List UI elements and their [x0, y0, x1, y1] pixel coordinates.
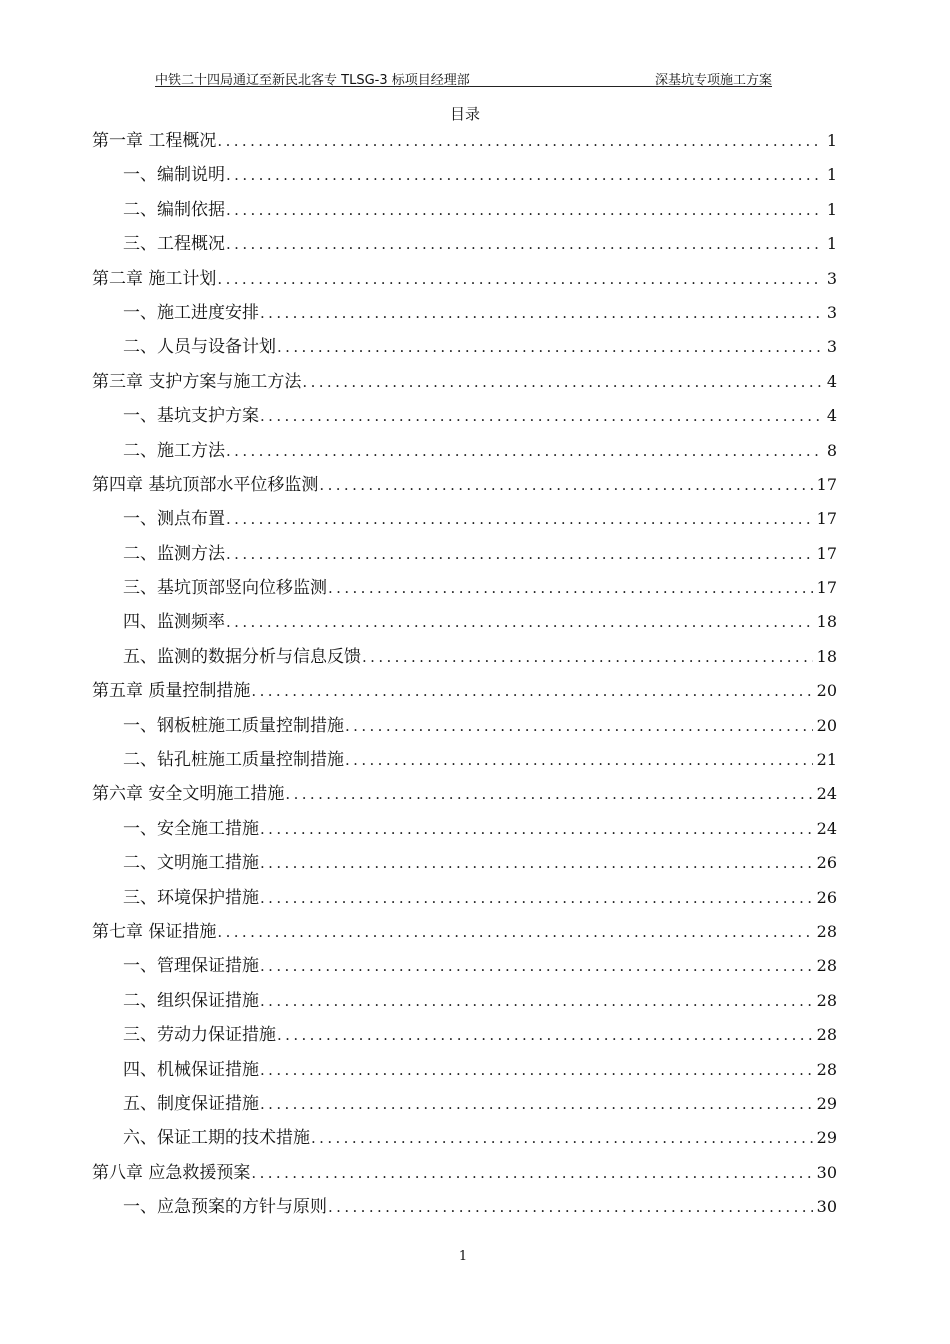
- toc-entry-page: 29: [816, 1093, 837, 1113]
- toc-leader-dots: [251, 1156, 812, 1190]
- toc-entry-page: 28: [816, 1059, 837, 1079]
- toc-entry-label: 第六章 安全文明施工措施: [92, 784, 285, 805]
- toc-section-entry[interactable]: [92, 812, 837, 846]
- toc-entry-label: 四、机械保证措施: [123, 1059, 259, 1080]
- toc-section-entry[interactable]: [92, 330, 837, 364]
- toc-entry-label: 二、组织保证措施: [123, 990, 259, 1011]
- toc-section-entry[interactable]: [92, 640, 837, 674]
- toc-section-entry[interactable]: [92, 158, 837, 192]
- toc-section-entry[interactable]: [92, 1190, 837, 1224]
- toc-leader-dots: [226, 502, 813, 536]
- toc-entry-label: 一、钢板桩施工质量控制措施: [123, 715, 344, 736]
- toc-entry-label: 三、环境保护措施: [123, 887, 259, 908]
- toc-entry-label: 五、制度保证措施: [123, 1093, 259, 1114]
- toc-entry-label: 二、钻孔桩施工质量控制措施: [123, 750, 344, 771]
- toc-leader-dots: [226, 158, 823, 192]
- toc-section-entry[interactable]: [92, 537, 837, 571]
- toc-entry-page: 1: [826, 199, 837, 219]
- toc-entry-label: 六、保证工期的技术措施: [123, 1128, 310, 1149]
- toc-leader-dots: [260, 812, 813, 846]
- toc-entry-page: 30: [816, 1162, 837, 1182]
- toc-leader-dots: [251, 674, 812, 708]
- toc-entry-label: 一、基坑支护方案: [123, 406, 259, 427]
- toc-entry-page: 8: [826, 440, 837, 460]
- toc-entry-page: 28: [816, 990, 837, 1010]
- toc-entry-label: 二、人员与设备计划: [123, 337, 276, 358]
- toc-chapter-entry[interactable]: [92, 1156, 837, 1190]
- toc-entry-label: 第四章 基坑顶部水平位移监测: [92, 474, 319, 495]
- toc-entry-label: 二、监测方法: [123, 543, 225, 564]
- toc-entry-label: 一、测点布置: [123, 509, 225, 530]
- toc-leader-dots: [260, 881, 813, 915]
- toc-leader-dots: [217, 262, 822, 296]
- toc-section-entry[interactable]: [92, 193, 837, 227]
- toc-entry-page: 4: [826, 371, 837, 391]
- toc-leader-dots: [345, 743, 813, 777]
- toc-entry-page: 3: [826, 337, 837, 357]
- toc-leader-dots: [226, 227, 823, 261]
- toc-section-entry[interactable]: [92, 743, 837, 777]
- toc-chapter-entry[interactable]: [92, 468, 837, 502]
- toc-leader-dots: [277, 330, 823, 364]
- toc-section-entry[interactable]: [92, 502, 837, 536]
- toc-leader-dots: [226, 193, 823, 227]
- toc-entry-page: 17: [816, 509, 837, 529]
- toc-entry-label: 一、编制说明: [123, 165, 225, 186]
- header-left-text: 中铁二十四局通辽至新民北客专 TLSG-3 标项目经理部: [155, 73, 470, 88]
- toc-chapter-entry[interactable]: [92, 262, 837, 296]
- toc-section-entry[interactable]: [92, 227, 837, 261]
- toc-leader-dots: [260, 1053, 813, 1087]
- toc-leader-dots: [362, 640, 813, 674]
- toc-leader-dots: [226, 434, 823, 468]
- toc-chapter-entry[interactable]: [92, 777, 837, 811]
- toc-chapter-entry[interactable]: [92, 124, 837, 158]
- toc-entry-label: 第五章 质量控制措施: [92, 681, 251, 702]
- toc-entry-page: 26: [816, 853, 837, 873]
- toc-entry-page: 17: [816, 543, 837, 563]
- toc-section-entry[interactable]: [92, 571, 837, 605]
- toc-section-entry[interactable]: [92, 949, 837, 983]
- toc-section-entry[interactable]: [92, 399, 837, 433]
- toc-leader-dots: [217, 124, 822, 158]
- toc-entry-page: 24: [816, 784, 837, 804]
- toc-entry-label: 三、工程概况: [123, 234, 225, 255]
- toc-entry-page: 20: [816, 715, 837, 735]
- toc-entry-label: 第七章 保证措施: [92, 921, 217, 942]
- toc-leader-dots: [260, 846, 813, 880]
- toc-leader-dots: [328, 1190, 813, 1224]
- toc-entry-page: 18: [816, 612, 837, 632]
- toc-section-entry[interactable]: [92, 709, 837, 743]
- toc-leader-dots: [260, 296, 823, 330]
- toc-leader-dots: [345, 709, 813, 743]
- toc-entry-label: 一、应急预案的方针与原则: [123, 1197, 327, 1218]
- toc-leader-dots: [226, 605, 813, 639]
- toc-entry-label: 第八章 应急救援预案: [92, 1162, 251, 1183]
- toc-entry-page: 29: [816, 1128, 837, 1148]
- toc-section-entry[interactable]: [92, 434, 837, 468]
- toc-entry-label: 第二章 施工计划: [92, 268, 217, 289]
- toc-section-entry[interactable]: [92, 605, 837, 639]
- toc-leader-dots: [260, 949, 813, 983]
- toc-section-entry[interactable]: [92, 1053, 837, 1087]
- toc-entry-page: 17: [816, 578, 837, 598]
- toc-entry-label: 四、监测频率: [123, 612, 225, 633]
- toc-entry-label: 五、监测的数据分析与信息反馈: [123, 646, 361, 667]
- toc-entry-page: 28: [816, 1025, 837, 1045]
- toc-entry-label: 第一章 工程概况: [92, 131, 217, 151]
- toc-leader-dots: [277, 1018, 813, 1052]
- toc-section-entry[interactable]: [92, 1087, 837, 1121]
- toc-entry-page: 1: [826, 165, 837, 185]
- toc-entry-page: 20: [816, 681, 837, 701]
- toc-entry-page: 4: [826, 406, 837, 426]
- toc-chapter-entry[interactable]: [92, 674, 837, 708]
- toc-entry-label: 一、管理保证措施: [123, 956, 259, 977]
- toc-section-entry[interactable]: [92, 296, 837, 330]
- toc-entry-label: 三、基坑顶部竖向位移监测: [123, 578, 327, 599]
- toc-entry-page: 3: [826, 302, 837, 322]
- toc-entry-page: 30: [816, 1197, 837, 1217]
- toc-entry-page: 28: [816, 956, 837, 976]
- toc-entry-page: 18: [816, 646, 837, 666]
- toc-entry-label: 一、安全施工措施: [123, 818, 259, 839]
- toc-leader-dots: [328, 571, 813, 605]
- toc-entry-label: 一、施工进度安排: [123, 302, 259, 323]
- page-number: 1: [458, 1249, 468, 1264]
- toc-section-entry[interactable]: [92, 984, 837, 1018]
- toc-leader-dots: [302, 365, 822, 399]
- toc-entry-label: 二、施工方法: [123, 440, 225, 461]
- toc-section-entry[interactable]: [92, 1018, 837, 1052]
- toc-entry-page: 3: [826, 268, 837, 288]
- toc-entry-page: 24: [816, 818, 837, 838]
- toc-section-entry[interactable]: [92, 881, 837, 915]
- toc-section-entry[interactable]: [92, 846, 837, 880]
- toc-leader-dots: [226, 537, 813, 571]
- toc-chapter-entry[interactable]: [92, 365, 837, 399]
- toc-title: 目录: [449, 105, 480, 123]
- toc-leader-dots: [319, 468, 812, 502]
- toc-entry-page: 1: [826, 131, 837, 150]
- toc-leader-dots: [260, 984, 813, 1018]
- toc-entry-page: 26: [816, 887, 837, 907]
- toc-entry-label: 二、编制依据: [123, 199, 225, 220]
- toc-entry-label: 第三章 支护方案与施工方法: [92, 371, 302, 392]
- toc-entry-page: 28: [816, 921, 837, 941]
- toc-entry-page: 21: [816, 750, 837, 770]
- toc-leader-dots: [311, 1121, 813, 1155]
- toc-leader-dots: [217, 915, 812, 949]
- toc-chapter-entry[interactable]: [92, 915, 837, 949]
- toc-leader-dots: [285, 777, 812, 811]
- toc-leader-dots: [260, 1087, 813, 1121]
- toc-leader-dots: [260, 399, 823, 433]
- toc-entry-label: 三、劳动力保证措施: [123, 1025, 276, 1046]
- toc-entry-page: 17: [816, 474, 837, 494]
- toc-entry-label: 二、文明施工措施: [123, 853, 259, 874]
- toc-entry-page: 1: [826, 234, 837, 254]
- page-header: [155, 68, 772, 87]
- toc-section-entry[interactable]: [92, 1121, 837, 1155]
- table-of-contents: [92, 124, 837, 1225]
- header-right-text: 深基坑专项施工方案: [654, 73, 772, 88]
